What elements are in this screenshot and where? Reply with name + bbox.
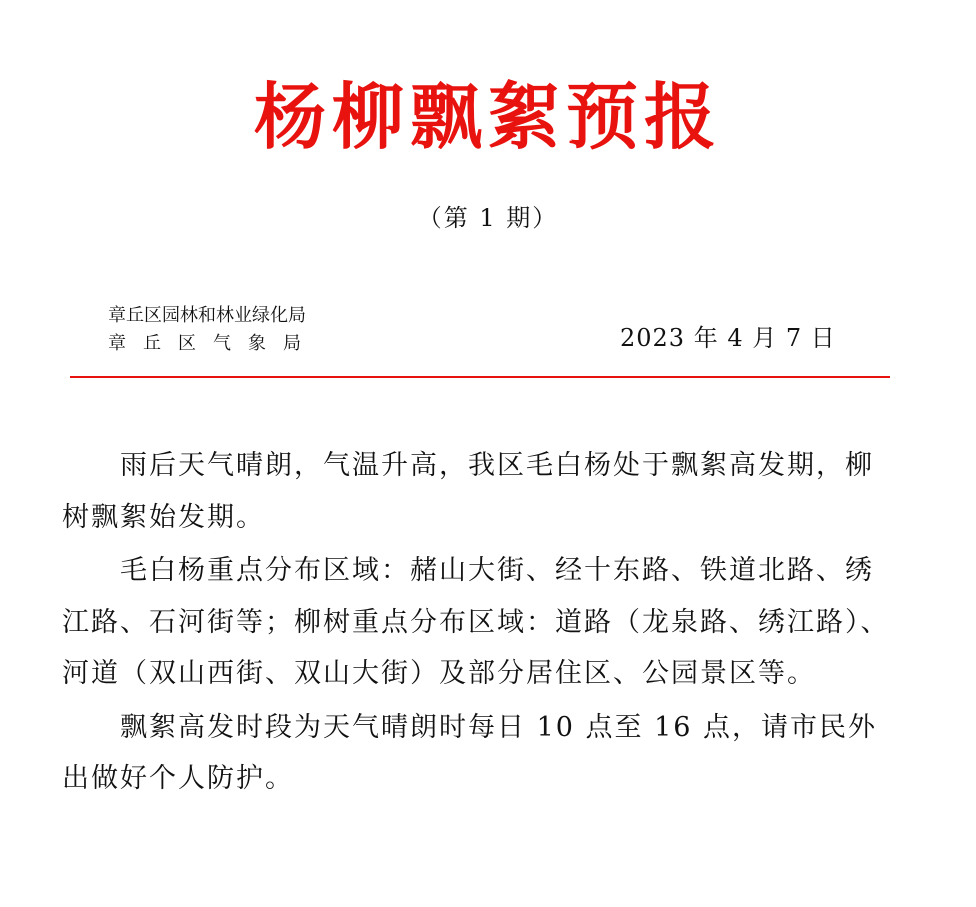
issuer-meteorological-bureau: 章丘区气象局 <box>108 333 318 354</box>
body-paragraph: 飘絮高发时段为天气晴朗时每日 10 点至 16 点，请市民外出做好个人防护。 <box>62 711 878 794</box>
document-body <box>62 440 892 807</box>
issuer-forestry-bureau: 章丘区园林和林业绿化局 <box>108 305 306 326</box>
issue-date: 2023 年 4 月 7 日 <box>620 324 836 352</box>
red-divider-line <box>70 376 890 378</box>
body-paragraph: 雨后天气晴朗，气温升高，我区毛白杨处于飘絮高发期，柳树飘絮始发期。 <box>62 450 874 533</box>
issue-number: （第 1 期） <box>417 204 559 232</box>
document-title: 杨柳飘絮预报 <box>253 75 722 159</box>
body-paragraph: 毛白杨重点分布区域：赭山大街、经十东路、铁道北路、绣江路、石河街等；柳树重点分布区域：道路（龙泉路、绣江路）、河道（双山西街、双山大街）及部分居住区、公园景区等。 <box>62 555 890 689</box>
